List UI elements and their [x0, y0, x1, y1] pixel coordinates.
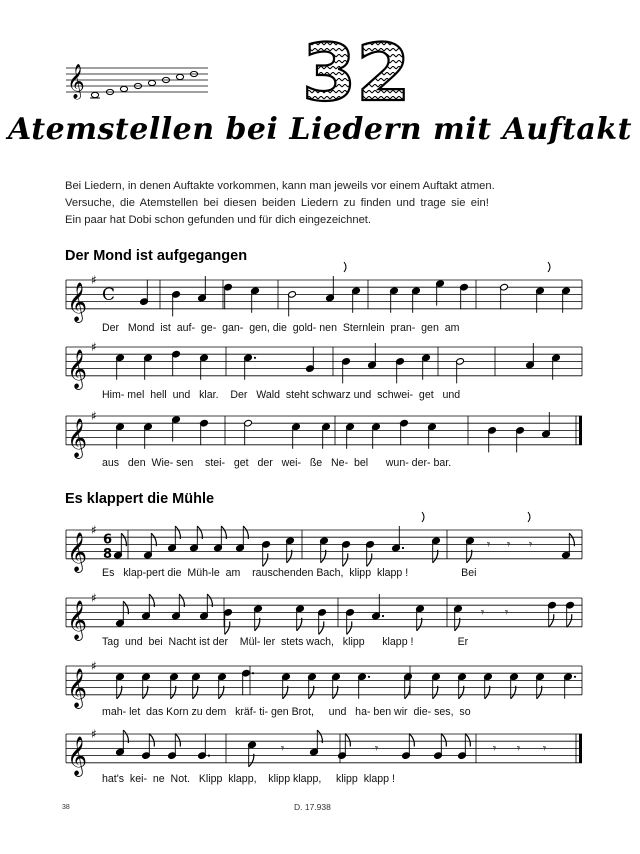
rest: 𝄾: [529, 537, 533, 552]
lyric-line: Tag und bei Nacht ist der Mül- ler stets wach, klipp klapp ! Er: [102, 636, 469, 648]
treble-clef: 𝄞: [67, 667, 88, 708]
svg-text:𝄞: 𝄞: [67, 64, 85, 99]
rest: 𝄾: [505, 605, 509, 620]
time-signature-bottom: 8: [103, 547, 113, 563]
intro-line: Bei Liedern, in denen Auftakte vorkommen, kann man jeweils vor einem Auftakt atmen.: [65, 180, 495, 192]
breath-mark: [422, 512, 424, 522]
rest: 𝄾: [375, 741, 379, 756]
chapter-number-decorative: [300, 29, 411, 119]
treble-clef: 𝄞: [67, 417, 88, 458]
rest: 𝄾: [517, 741, 521, 756]
chapter-title: Atemstellen bei Liedern mit Auftakt: [8, 112, 632, 147]
treble-clef: 𝄞: [67, 599, 88, 640]
staff-system: [0, 337, 640, 397]
lyric-line: Him- mel hell und klar. Der Wald steht schwarz und schwei- get und: [102, 389, 461, 401]
time-signature-top: 6: [103, 532, 113, 548]
rest: 𝄾: [481, 605, 485, 620]
treble-clef: 𝄞: [67, 531, 88, 572]
lyric-line: Es klap-pert die Müh-le am rauschenden Bach, klipp klapp ! Bei: [102, 567, 477, 579]
lyric-line: aus den Wie- sen stei- get der wei- ße Ne- bel wun- der- bar.: [102, 457, 452, 469]
key-signature-sharp: ♯: [91, 591, 97, 605]
breath-mark: [344, 262, 346, 272]
page-number: 38: [62, 804, 70, 811]
time-signature: C: [102, 285, 116, 306]
lyric-line: Der Mond ist auf- ge- gan- gen, die gold- nen Sternlein pran- gen am: [102, 322, 460, 334]
key-signature-sharp: ♯: [91, 523, 97, 537]
rest: 𝄾: [543, 741, 547, 756]
treble-clef: 𝄞: [67, 735, 88, 776]
rest: 𝄾: [507, 537, 511, 552]
key-signature-sharp: ♯: [91, 409, 97, 423]
document-reference: D. 17.938: [294, 802, 331, 812]
breath-mark: [528, 512, 530, 522]
rest: 𝄾: [281, 741, 285, 756]
lyric-line: hat's kei- ne Not. Klipp klapp, klipp klapp, klipp klapp !: [102, 773, 395, 785]
intro-line: Ein paar hat Dobi schon gefunden und für dich eingezeichnet.: [65, 214, 372, 227]
treble-clef: 𝄞: [67, 348, 88, 389]
key-signature-sharp: ♯: [91, 727, 97, 741]
key-signature-sharp: ♯: [91, 340, 97, 354]
scale-staff-illustration: [66, 58, 216, 108]
staff-system: [0, 270, 640, 330]
chapter-number-text: 32: [302, 29, 411, 119]
intro-line: Versuche, die Atemstellen bei diesen beiden Liedern zu finden und trage sie ein!: [65, 197, 489, 210]
breath-mark: [548, 262, 550, 272]
treble-clef: 𝄞: [67, 281, 88, 322]
key-signature-sharp: ♯: [91, 659, 97, 673]
song-title: Der Mond ist aufgegangen: [65, 248, 248, 264]
song-title: Es klappert die Mühle: [65, 491, 215, 507]
rest: 𝄾: [493, 741, 497, 756]
rest: 𝄾: [487, 537, 491, 552]
lyric-line: mah- let das Korn zu dem kräf- ti- gen Brot, und ha- ben wir die- ses, so: [102, 706, 471, 718]
key-signature-sharp: ♯: [91, 273, 97, 287]
intro-paragraph: [65, 178, 575, 230]
